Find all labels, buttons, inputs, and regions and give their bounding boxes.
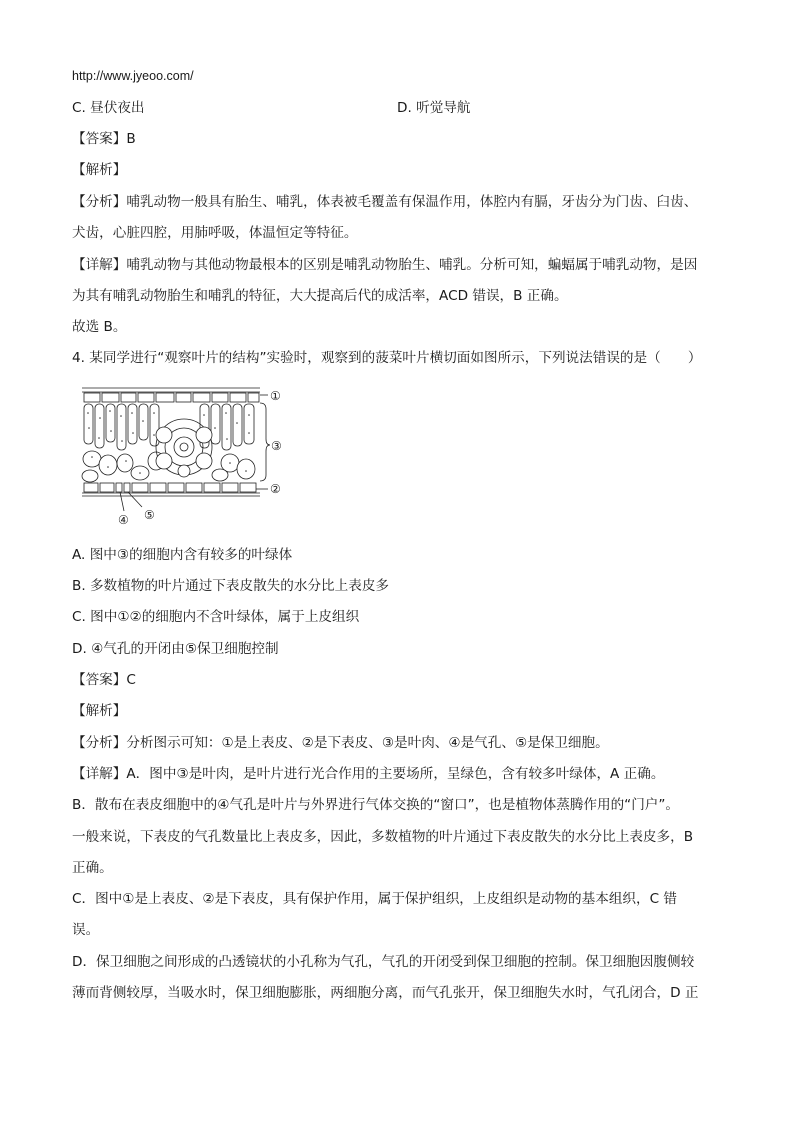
label-5: ⑤ — [144, 508, 155, 522]
q3-xiangjie-line-2: 为其有哺乳动物胎生和哺乳的特征，大大提高后代的成活率，ACD 错误，B 正确。 — [72, 288, 568, 304]
q3-fenxi-line-2: 犬齿，心脏四腔，用肺呼吸，体温恒定等特征。 — [72, 225, 358, 241]
q3-options-row — [72, 98, 722, 118]
leaf-cross-section-diagram — [80, 383, 280, 528]
q4-answer: 【答案】C — [72, 672, 136, 688]
label-1: ① — [270, 389, 281, 403]
label-4: ④ — [118, 513, 129, 527]
q3-option-c: C. 昼伏夜出 — [72, 100, 145, 116]
q3-analysis-title: 【解析】 — [72, 162, 127, 178]
q3-answer: 【答案】B — [72, 131, 136, 147]
q4-xiangjie-c-line-1: C．图中①是上表皮、②是下表皮，具有保护作用，属于保护组织，上皮组织是动物的基本组织，C 错 — [72, 891, 678, 907]
q4-xiangjie-d-line-1: D．保卫细胞之间形成的凸透镜状的小孔称为气孔，气孔的开闭受到保卫细胞的控制。保卫细胞因腹侧较 — [72, 954, 695, 970]
source-url: http://www.jyeoo.com/ — [72, 69, 194, 83]
q4-xiangjie-a: 【详解】A．图中③是叶肉，是叶片进行光合作用的主要场所，呈绿色，含有较多叶绿体，A 正确。 — [72, 766, 665, 782]
q4-xiangjie-c-line-2: 误。 — [72, 922, 100, 938]
label-3: ③ — [271, 439, 282, 453]
q4-stem: 4. 某同学进行“观察叶片的结构”实验时，观察到的菠菜叶片横切面如图所示，下列说法错误的是（ ） — [72, 350, 702, 366]
upper-epidermis — [82, 388, 260, 402]
label-2: ② — [270, 482, 281, 496]
q3-option-d: D. 听觉导航 — [397, 100, 471, 116]
q3-xiangjie-line-1: 【详解】哺乳动物与其他动物最根本的区别是哺乳动物胎生、哺乳。分析可知，蝙蝠属于哺乳动物，是因 — [72, 257, 698, 273]
q4-xiangjie-d-line-2: 薄而背侧较厚，当吸水时，保卫细胞膨胀，两细胞分离，而气孔张开，保卫细胞失水时，气孔闭合，D 正 — [72, 985, 699, 1001]
q4-analysis-title: 【解析】 — [72, 703, 127, 719]
q4-fenxi: 【分析】分析图示可知：①是上表皮、②是下表皮、③是叶肉、④是气孔、⑤是保卫细胞。 — [72, 735, 609, 751]
q4-xiangjie-b-line-1: B．散布在表皮细胞中的④气孔是叶片与外界进行气体交换的“窗口”，也是植物体蒸腾作用的“门户”。 — [72, 797, 680, 813]
q4-xiangjie-b-line-3: 正确。 — [72, 860, 113, 876]
q3-conclusion: 故选 B。 — [72, 319, 127, 335]
q3-fenxi-line-1: 【分析】哺乳动物一般具有胎生、哺乳，体表被毛覆盖有保温作用，体腔内有膈，牙齿分为门齿、臼齿、 — [72, 194, 698, 210]
q4-option-c: C. 图中①②的细胞内不含叶绿体，属于上皮组织 — [72, 609, 360, 625]
q4-option-b: B. 多数植物的叶片通过下表皮散失的水分比上表皮多 — [72, 578, 390, 594]
q4-option-d: D. ④气孔的开闭由⑤保卫细胞控制 — [72, 641, 279, 657]
q4-option-a: A. 图中③的细胞内含有较多的叶绿体 — [72, 547, 293, 563]
lower-epidermis — [82, 483, 260, 496]
upper-epidermis-cells — [84, 393, 259, 402]
q4-xiangjie-b-line-2: 一般来说，下表皮的气孔数量比上表皮多，因此，多数植物的叶片通过下表皮散失的水分比上表皮多，B — [72, 829, 694, 845]
